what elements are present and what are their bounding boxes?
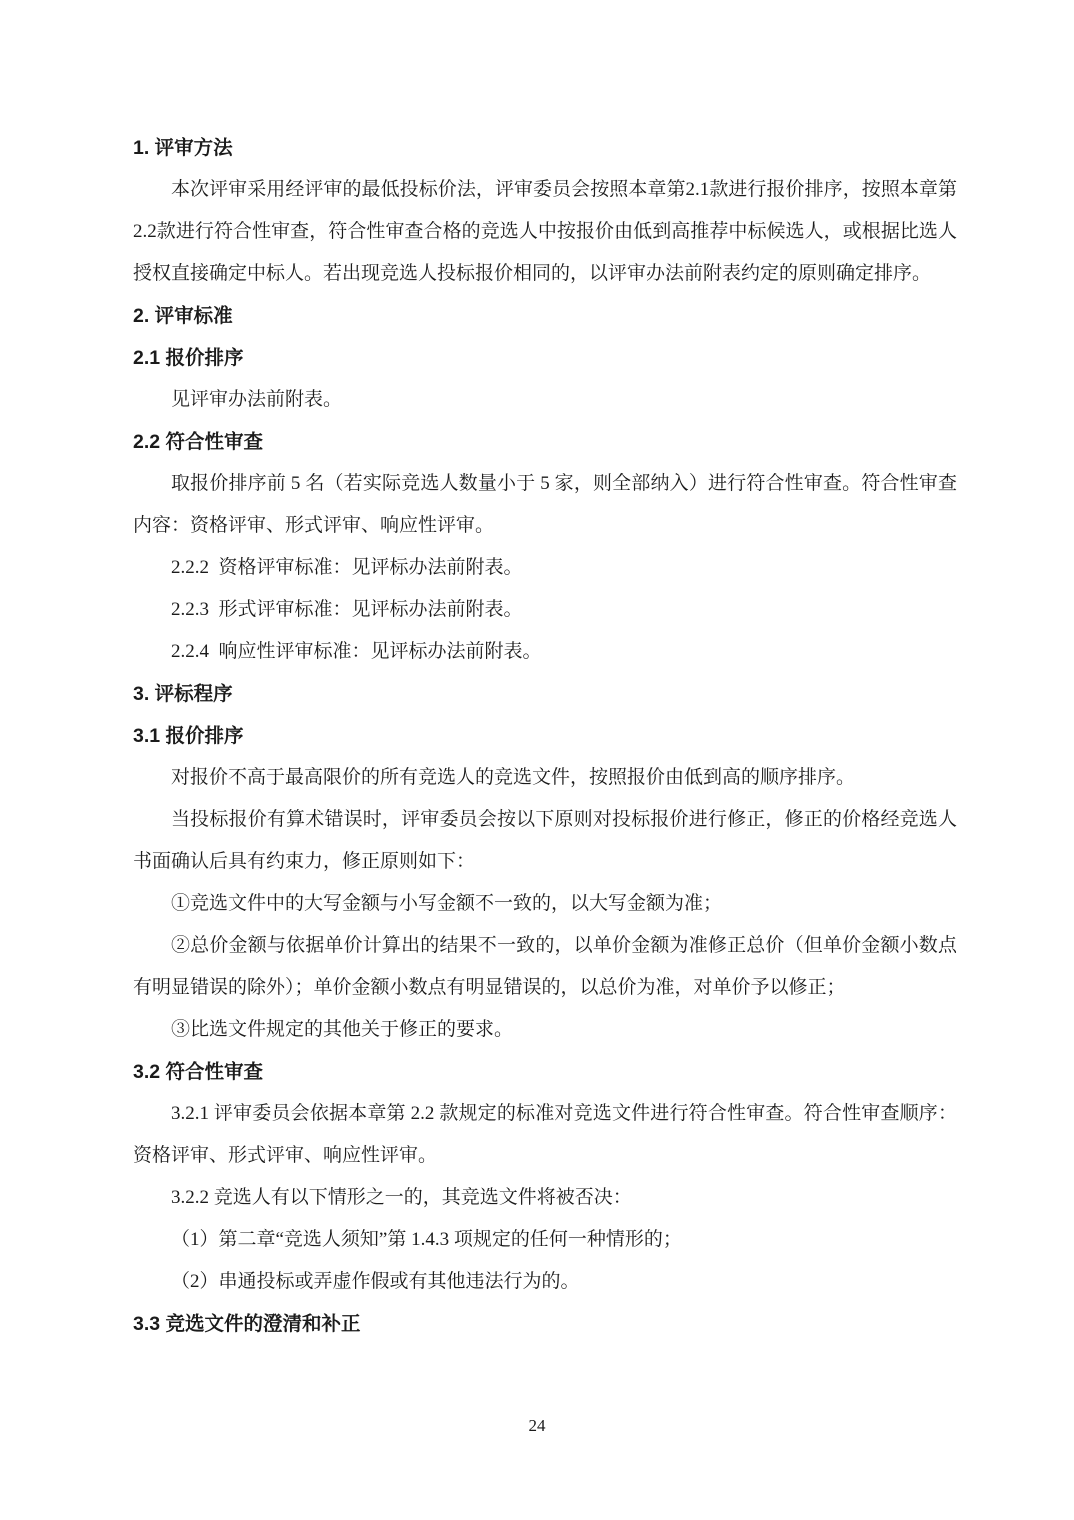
heading-2-2-conformity-review: 2.2 符合性审查 [133,431,264,453]
para-3-2-1-review-order: 3.2.1 评审委员会依据本章第 2.2 款规定的标准对竞选文件进行符合性审查。符合性审查顺序：资格评审、形式评审、响应性评审。 [133,1103,957,1166]
para-review-method-body: 本次评审采用经评审的最低投标价法，评审委员会按照本章第2.1款进行报价排序，按照本章第2.2款进行符合性审查，符合性审查合格的竞选人中按报价由低到高推荐中标候选人，或根据比选人授权直接确定中标人。若出现竞选人投标报价相同的，以评审办法前附表约定的原则确定排序。 [133,179,957,284]
heading-3-3-clarification: 3.3 竞选文件的澄清和补正 [133,1313,361,1335]
heading-1-review-method: 1. 评审方法 [133,137,233,159]
item-2-2-2-qualification: 2.2.2 资格评审标准：见评标办法前附表。 [171,557,523,578]
item-rejection-case-2: （2）串通投标或弄虚作假或有其他违法行为的。 [171,1271,580,1292]
item-2-2-3-form: 2.2.3 形式评审标准：见评标办法前附表。 [171,599,523,620]
heading-3-evaluation-procedure: 3. 评标程序 [133,683,233,705]
page-number: 24 [528,1416,546,1435]
para-conformity-scope: 取报价排序前 5 名（若实际竞选人数量小于 5 家，则全部纳入）进行符合性审查。符合性审查内容：资格评审、形式评审、响应性评审。 [133,473,957,536]
para-3-2-2-rejection-intro: 3.2.2 竞选人有以下情形之一的，其竞选文件将被否决： [171,1187,632,1208]
item-correction-rule-3: ③比选文件规定的其他关于修正的要求。 [171,1019,514,1040]
para-see-pre-table: 见评审办法前附表。 [171,389,343,410]
para-ranking-rule: 对报价不高于最高限价的所有竞选人的竞选文件，按照报价由低到高的顺序排序。 [171,767,856,788]
heading-2-1-quote-ranking: 2.1 报价排序 [133,347,244,369]
item-correction-rule-1: ①竞选文件中的大写金额与小写金额不一致的，以大写金额为准； [171,893,723,914]
item-2-2-4-responsiveness: 2.2.4 响应性评审标准：见评标办法前附表。 [171,641,542,662]
heading-3-1-quote-ranking: 3.1 报价排序 [133,725,244,747]
heading-3-2-conformity-review: 3.2 符合性审查 [133,1061,264,1083]
item-rejection-case-1: （1）第二章“竞选人须知”第 1.4.3 项规定的任何一种情形的； [171,1229,682,1250]
para-arithmetic-error-intro: 当投标报价有算术错误时，评审委员会按以下原则对投标报价进行修正，修正的价格经竞选人书面确认后具有约束力，修正原则如下： [133,809,957,872]
heading-2-review-criteria: 2. 评审标准 [133,305,233,327]
item-correction-rule-2: ②总价金额与依据单价计算出的结果不一致的，以单价金额为准修正总价（但单价金额小数点有明显错误的除外）；单价金额小数点有明显错误的，以总价为准，对单价予以修正； [133,935,957,998]
